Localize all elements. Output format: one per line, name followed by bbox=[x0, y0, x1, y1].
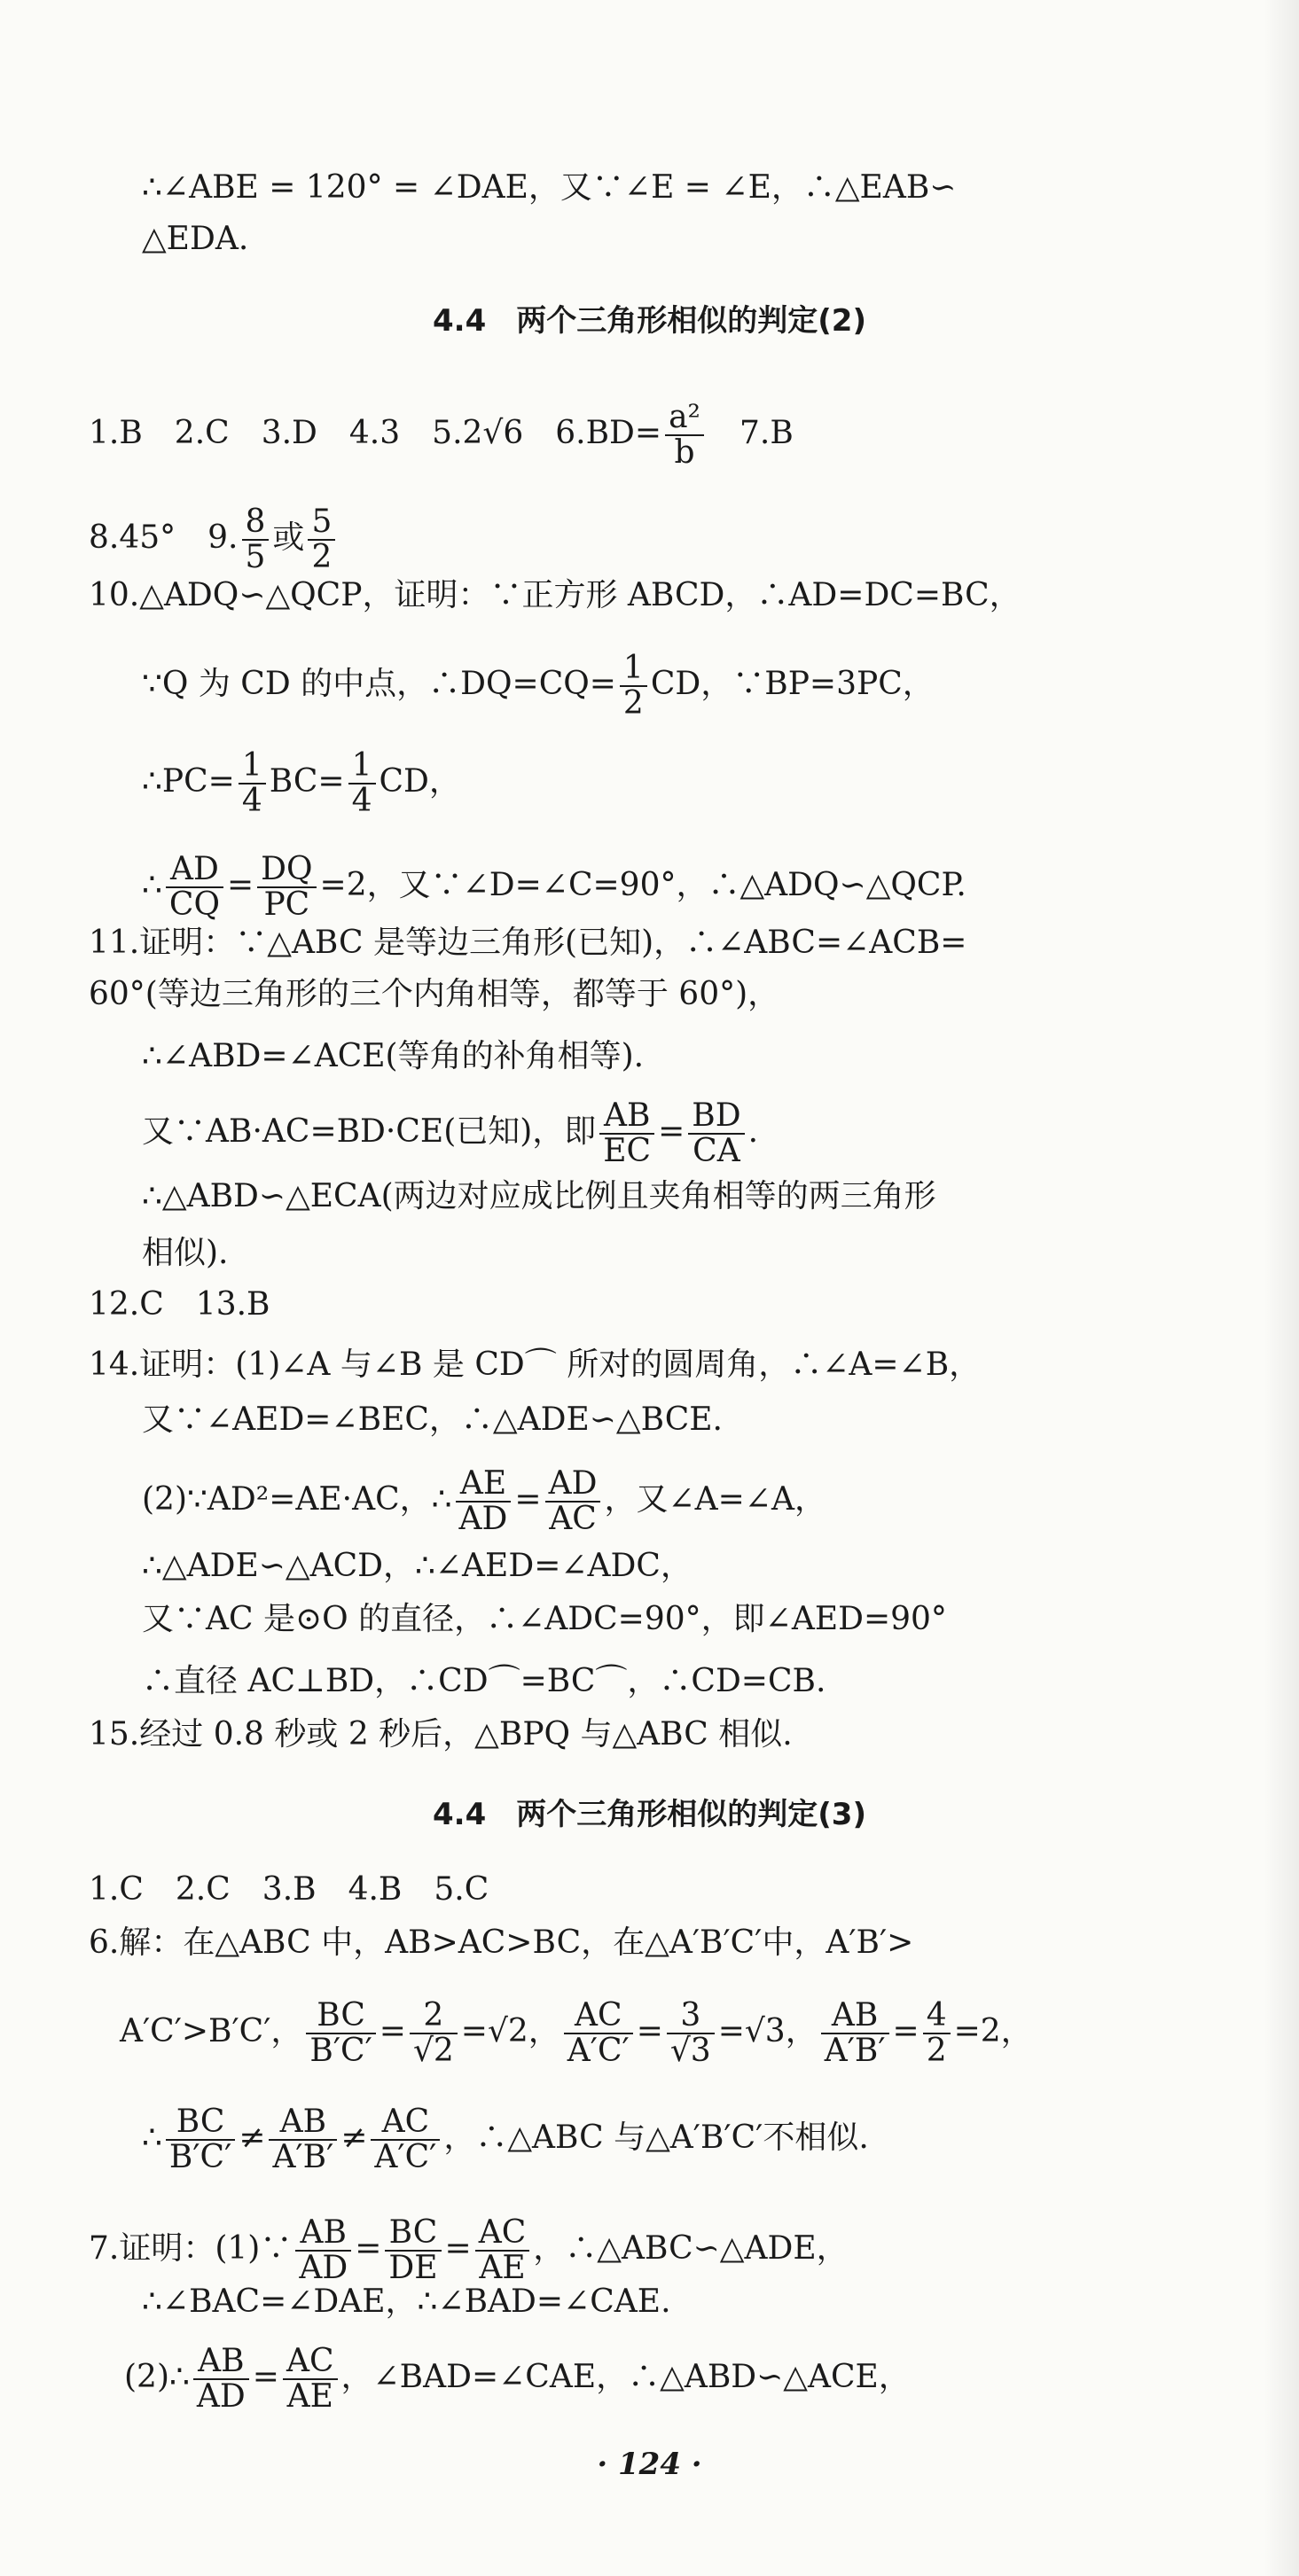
text: ，又∠A=∠A， bbox=[604, 1481, 826, 1518]
text: 1.B 2.C 3.D 4.3 5.2√6 6.BD= bbox=[89, 415, 662, 451]
numerator: 8 bbox=[242, 505, 270, 541]
denominator: B′C′ bbox=[168, 2139, 232, 2175]
text: =2， bbox=[953, 2013, 1033, 2049]
denominator: 4 bbox=[241, 783, 262, 819]
numerator: AB bbox=[821, 1999, 889, 2034]
fraction bbox=[385, 2216, 441, 2285]
denominator: 2 bbox=[622, 685, 644, 722]
fraction bbox=[193, 2345, 249, 2414]
fraction bbox=[295, 2216, 351, 2285]
fraction bbox=[410, 1999, 458, 2068]
text-line: 6.解：在△ABC 中，AB>AC>BC，在△A′B′C′中，A′B′> bbox=[89, 1924, 914, 1961]
text-line: ∴∠ABD=∠ACE(等角的补角相等). bbox=[142, 1038, 645, 1074]
text-line bbox=[142, 2105, 869, 2174]
page-edge-shadow bbox=[1264, 0, 1299, 2576]
numerator: AB bbox=[269, 2105, 337, 2141]
text: 7.B bbox=[708, 415, 794, 451]
text: ，∴△ABC∽△ADE， bbox=[533, 2230, 849, 2267]
text-line: △EDA. bbox=[142, 221, 249, 257]
numerator: 1 bbox=[239, 749, 266, 785]
text: ≠ bbox=[239, 2119, 266, 2156]
text-line bbox=[142, 1099, 758, 1168]
text-line: ∴△ADE∽△ACD，∴∠AED=∠ADC， bbox=[142, 1548, 693, 1584]
text: BC= bbox=[269, 763, 345, 800]
fraction bbox=[564, 1999, 633, 2068]
fraction bbox=[348, 749, 376, 818]
denominator: √3 bbox=[669, 2033, 711, 2069]
fraction bbox=[475, 2216, 530, 2285]
fraction bbox=[456, 1467, 512, 1536]
denominator: A′B′ bbox=[272, 2139, 334, 2175]
text: 或 bbox=[272, 519, 305, 556]
text: = bbox=[658, 1113, 685, 1150]
text-line: 相似). bbox=[142, 1235, 229, 1271]
text-line: 12.C 13.B bbox=[89, 1286, 270, 1323]
text: ∴ bbox=[142, 867, 162, 903]
text: ∴ bbox=[142, 2119, 162, 2156]
text: = bbox=[379, 2013, 406, 2049]
text-line bbox=[142, 853, 966, 922]
fraction bbox=[371, 2105, 440, 2174]
fraction bbox=[306, 1999, 375, 2068]
denominator: AC bbox=[549, 1501, 597, 1537]
numerator: AC bbox=[371, 2105, 440, 2141]
numerator: AC bbox=[283, 2345, 338, 2380]
numerator: BD bbox=[688, 1099, 744, 1135]
fraction bbox=[283, 2345, 338, 2414]
text: = bbox=[444, 2230, 472, 2267]
numerator: AC bbox=[475, 2216, 530, 2252]
fraction bbox=[688, 1099, 744, 1168]
answer-line: 1.C 2.C 3.B 4.B 5.C bbox=[89, 1871, 489, 1908]
text-line: ∴∠ABE = 120° = ∠DAE，又∵∠E = ∠E，∴△EAB∽ bbox=[142, 169, 957, 206]
denominator: A′C′ bbox=[374, 2139, 437, 2175]
section-heading: 4.4 两个三角形相似的判定(3) bbox=[433, 1797, 866, 1832]
denominator: CQ bbox=[168, 886, 220, 923]
text: 7.证明：(1)∵ bbox=[89, 2230, 293, 2267]
text: CD，∵BP=3PC， bbox=[650, 666, 935, 702]
denominator: DE bbox=[388, 2250, 438, 2286]
text: ≠ bbox=[340, 2119, 368, 2156]
page-number: · 124 · bbox=[597, 2447, 702, 2482]
answer-line bbox=[89, 401, 794, 470]
text-line bbox=[89, 2216, 849, 2285]
text: (2)∵AD²=AE·AC，∴ bbox=[142, 1481, 452, 1518]
denominator: AD bbox=[299, 2250, 348, 2286]
fraction bbox=[242, 505, 270, 574]
denominator: 5 bbox=[245, 539, 266, 575]
text: = bbox=[252, 2359, 279, 2395]
text: (2)∴ bbox=[124, 2359, 190, 2395]
text-line: 又∵∠AED=∠BEC，∴△ADE∽△BCE. bbox=[142, 1401, 723, 1438]
text-line: 15.经过 0.8 秒或 2 秒后，△BPQ 与△ABC 相似. bbox=[89, 1716, 793, 1752]
fraction bbox=[923, 1999, 951, 2068]
fraction bbox=[620, 652, 647, 721]
numerator: AB bbox=[193, 2345, 249, 2380]
text: =2，又∵∠D=∠C=90°，∴△ADQ∽△QCP. bbox=[319, 867, 966, 903]
numerator: 2 bbox=[410, 1999, 458, 2034]
denominator: 2 bbox=[311, 539, 333, 575]
numerator: BC bbox=[166, 2105, 235, 2141]
numerator: 3 bbox=[667, 1999, 715, 2034]
denominator: AE bbox=[286, 2378, 333, 2415]
denominator: A′B′ bbox=[824, 2033, 886, 2069]
text-line: 14.证明：(1)∠A 与∠B 是 CD⌒ 所对的圆周角，∴∠A=∠B， bbox=[89, 1347, 982, 1383]
text-line: ∴△ABD∽△ECA(两边对应成比例且夹角相等的两三角形 bbox=[142, 1178, 936, 1214]
fraction bbox=[269, 2105, 337, 2174]
numerator: 1 bbox=[348, 749, 376, 785]
text-line bbox=[142, 1467, 826, 1536]
fraction bbox=[545, 1467, 601, 1536]
denominator: PC bbox=[263, 886, 310, 923]
text-line bbox=[142, 749, 461, 818]
denominator: √2 bbox=[412, 2033, 454, 2069]
fraction bbox=[821, 1999, 889, 2068]
fraction bbox=[257, 853, 316, 922]
numerator: AB bbox=[599, 1099, 654, 1135]
text: ∴PC= bbox=[142, 763, 235, 800]
numerator: AE bbox=[456, 1467, 512, 1503]
text-line: 60°(等边三角形的三个内角相等，都等于 60°)， bbox=[89, 976, 780, 1012]
fraction bbox=[308, 505, 335, 574]
answer-line bbox=[89, 505, 339, 574]
text-line bbox=[120, 1999, 1033, 2068]
text: = bbox=[355, 2230, 382, 2267]
text: A′C′>B′C′， bbox=[120, 2013, 303, 2049]
fraction bbox=[599, 1099, 654, 1168]
fraction bbox=[166, 2105, 235, 2174]
text: 8.45° 9. bbox=[89, 519, 239, 556]
text: ，∠BAD=∠CAE，∴△ABD∽△ACE， bbox=[340, 2359, 911, 2395]
numerator: DQ bbox=[257, 853, 316, 888]
text: = bbox=[636, 2013, 663, 2049]
fraction bbox=[166, 853, 223, 922]
text: . bbox=[747, 1113, 759, 1150]
text: ，∴△ABC 与△A′B′C′不相似. bbox=[443, 2119, 869, 2156]
numerator: BC bbox=[306, 1999, 375, 2034]
fraction bbox=[665, 401, 704, 470]
numerator: 1 bbox=[620, 652, 647, 687]
text: CD， bbox=[379, 763, 461, 800]
section-heading: 4.4 两个三角形相似的判定(2) bbox=[433, 303, 866, 339]
fraction bbox=[667, 1999, 715, 2068]
numerator: BC bbox=[385, 2216, 441, 2252]
denominator: A′C′ bbox=[567, 2033, 630, 2069]
numerator: AD bbox=[545, 1467, 601, 1503]
text: =√3， bbox=[717, 2013, 818, 2049]
numerator: AC bbox=[564, 1999, 633, 2034]
fraction bbox=[239, 749, 266, 818]
text: = bbox=[892, 2013, 919, 2049]
text: =√2， bbox=[460, 2013, 560, 2049]
denominator: b bbox=[674, 434, 695, 471]
numerator: AD bbox=[166, 853, 223, 888]
text: = bbox=[226, 867, 254, 903]
text: 又∵AB·AC=BD·CE(已知)，即 bbox=[142, 1113, 597, 1150]
denominator: B′C′ bbox=[309, 2033, 372, 2069]
text-line bbox=[142, 652, 935, 721]
numerator: AB bbox=[295, 2216, 351, 2252]
text-line: 10.△ADQ∽△QCP，证明：∵正方形 ABCD，∴AD=DC=BC， bbox=[89, 577, 1021, 613]
text-line: ∴直径 AC⊥BD，∴CD⌒=BC⌒，∴CD=CB. bbox=[142, 1663, 826, 1699]
denominator: AD bbox=[458, 1501, 508, 1537]
text-line: ∴∠BAC=∠DAE，∴∠BAD=∠CAE. bbox=[142, 2283, 671, 2320]
denominator: 2 bbox=[926, 2033, 947, 2069]
text-line: 11.证明：∵△ABC 是等边三角形(已知)，∴∠ABC=∠ACB= bbox=[89, 925, 967, 961]
text: = bbox=[514, 1481, 542, 1518]
denominator: EC bbox=[603, 1133, 652, 1169]
denominator: AE bbox=[479, 2250, 526, 2286]
numerator: 5 bbox=[308, 505, 335, 541]
denominator: CA bbox=[693, 1133, 740, 1169]
numerator: 4 bbox=[923, 1999, 951, 2034]
text-line: 又∵AC 是⊙O 的直径，∴∠ADC=90°，即∠AED=90° bbox=[142, 1601, 947, 1637]
denominator: AD bbox=[196, 2378, 246, 2415]
text: ∵Q 为 CD 的中点，∴DQ=CQ= bbox=[142, 666, 616, 702]
numerator: a² bbox=[665, 401, 704, 436]
text-line bbox=[124, 2345, 911, 2414]
denominator: 4 bbox=[351, 783, 372, 819]
